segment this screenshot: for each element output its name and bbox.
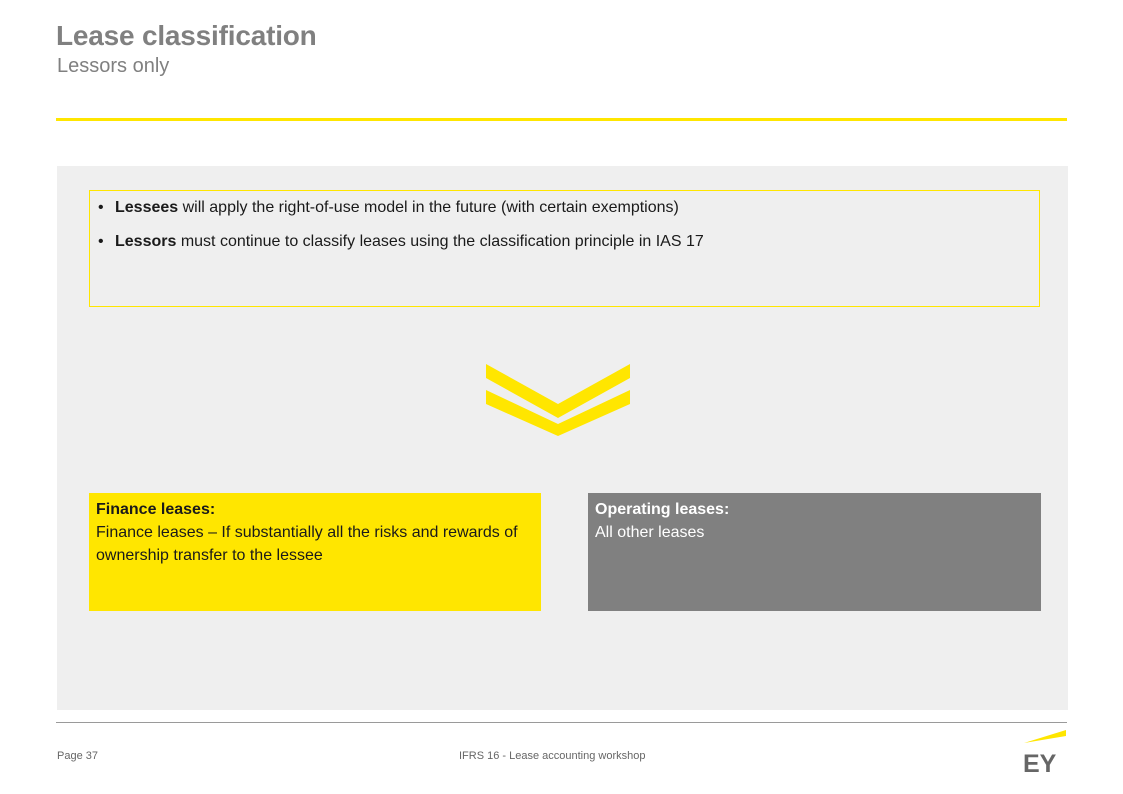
page-title: Lease classification — [56, 20, 317, 51]
operating-leases-box — [588, 493, 1041, 611]
ey-logo-icon — [1022, 728, 1068, 774]
bullet-item-lessees — [98, 199, 679, 217]
finance-leases-box — [89, 493, 541, 611]
finance-leases-text: Finance leases – If substantially all the risks and rewards of ownership transfer to the lessee — [96, 524, 518, 564]
bullet-bold-term: Lessors — [115, 233, 177, 250]
operating-leases-heading: Operating leases: — [595, 501, 730, 518]
footer-title: IFRS 16 - Lease accounting workshop — [459, 750, 646, 762]
bullet-text: must continue to classify leases using the classification principle in IAS 17 — [176, 233, 704, 250]
finance-leases-heading: Finance leases: — [96, 501, 216, 518]
bullet-item-lessors — [98, 233, 704, 251]
bullet-dot-icon: • — [98, 199, 104, 216]
title-underline — [56, 118, 1067, 121]
double-chevron-down-icon — [486, 364, 630, 438]
bullet-dot-icon: • — [98, 233, 104, 250]
bullet-bold-term: Lessees — [115, 199, 179, 216]
page-number: Page 37 — [57, 750, 98, 762]
logo-text: EY — [1023, 750, 1057, 774]
footer-divider — [56, 722, 1067, 723]
operating-leases-text: All other leases — [595, 524, 705, 541]
page-subtitle: Lessors only — [57, 55, 170, 77]
bullet-text: will apply the right-of-use model in the future (with certain exemptions) — [178, 199, 679, 216]
